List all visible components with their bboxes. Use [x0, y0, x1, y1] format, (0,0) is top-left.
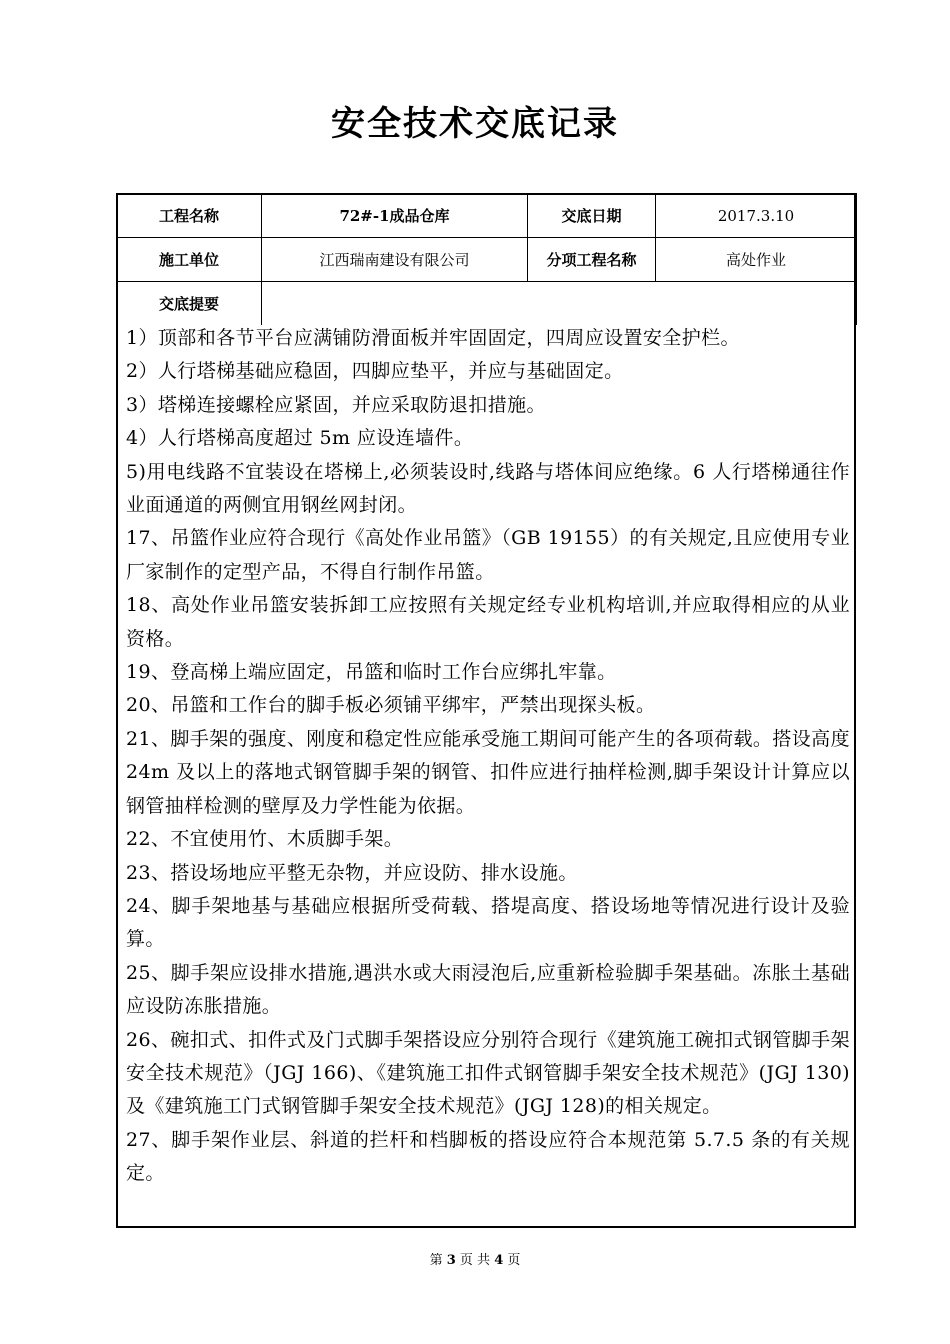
footer-total-pages: 4: [494, 1253, 504, 1268]
content-item: 1）顶部和各节平台应满铺防滑面板并牢固固定，四周应设置安全护栏。: [126, 327, 740, 349]
content-item: 24、脚手架地基与基础应根据所受荷载、搭堤高度、搭设场地等情况进行设计及验算。: [126, 894, 850, 951]
info-row-project: [117, 194, 857, 238]
content-item: 19、登高梯上端应固定，吊篮和临时工作台应绑扎牢靠。: [126, 661, 617, 684]
content-item: 17、吊篮作业应符合现行《高处作业吊篮》（GB 19155）的有关规定,且应使用专业厂家制作的定型产品，不得自行制作吊篮。: [126, 527, 850, 583]
info-row-unit: [117, 238, 857, 282]
content-item: 5)用电线路不宜装设在塔梯上,必须装设时,线路与塔体间应绝缘。6 人行塔梯通往作业面通道的两侧宜用钢丝网封闭。: [126, 460, 850, 517]
content-item: 21、脚手架的强度、刚度和稳定性应能承受施工期间可能产生的各项荷载。搭设高度 24m 及以上的落地式钢管脚手架的钢管、扣件应进行抽样检测,脚手架设计计算应以钢管抽样检测的壁厚及力学性能为依据。: [126, 727, 850, 817]
project-name-value: 72#-1成品仓库: [262, 194, 528, 238]
date-label: 交底日期: [528, 194, 656, 238]
content-item: 26、碗扣式、扣件式及门式脚手架搭设应分别符合现行《建筑施工碗扣式钢管脚手架安全技术规范》（JGJ 166)、《建筑施工扣件式钢管脚手架安全技术规范》(JGJ 130)及《建筑施工门式钢管脚手架安全技术规范》(JGJ 128)的相关规定。: [126, 1028, 850, 1118]
content-item: 27、脚手架作业层、斜道的拦杆和档脚板的搭设应符合本规范第 5.7.5 条的有关规定。: [126, 1128, 850, 1185]
content-item: 22、不宜使用竹、木质脚手架。: [126, 828, 404, 851]
content-item: 23、搭设场地应平整无杂物，并应设防、排水设施。: [126, 861, 578, 884]
content-item: 18、高处作业吊篮安装拆卸工应按照有关规定经专业机构培训,并应取得相应的从业资格。: [126, 594, 850, 650]
content-item: 20、吊篮和工作台的脚手板必须铺平绑牢，严禁出现探头板。: [126, 694, 656, 717]
content-item: 3）塔梯连接螺栓应紧固，并应采取防退扣措施。: [126, 393, 546, 416]
info-table: [116, 193, 857, 325]
date-value: 2017.3.10: [656, 194, 857, 238]
unit-value: 江西瑞南建设有限公司: [262, 238, 528, 282]
subitem-label: 分项工程名称: [528, 238, 656, 282]
footer-middle: 页 共: [459, 1253, 491, 1268]
footer-suffix: 页: [507, 1253, 521, 1268]
subitem-value: 高处作业: [656, 238, 857, 282]
summary-label: 交底提要: [117, 282, 262, 326]
content-body: [126, 322, 850, 1191]
page-title: 安全技术交底记录: [331, 104, 619, 144]
info-row-summary: [117, 282, 857, 326]
summary-value: [262, 282, 857, 326]
footer-prefix: 第: [429, 1253, 443, 1268]
project-name-label: 工程名称: [117, 194, 262, 238]
content-item: 4）人行塔梯高度超过 5m 应设连墙件。: [126, 427, 474, 450]
content-item: 2）人行塔梯基础应稳固，四脚应垫平，并应与基础固定。: [126, 360, 624, 383]
content-item: 25、脚手架应设排水措施,遇洪水或大雨浸泡后,应重新检验脚手架基础。冻胀土基础应设防冻胀措施。: [126, 961, 850, 1018]
footer-page-number: 3: [446, 1253, 456, 1268]
page-footer: [0, 1249, 950, 1268]
unit-label: 施工单位: [117, 238, 262, 282]
